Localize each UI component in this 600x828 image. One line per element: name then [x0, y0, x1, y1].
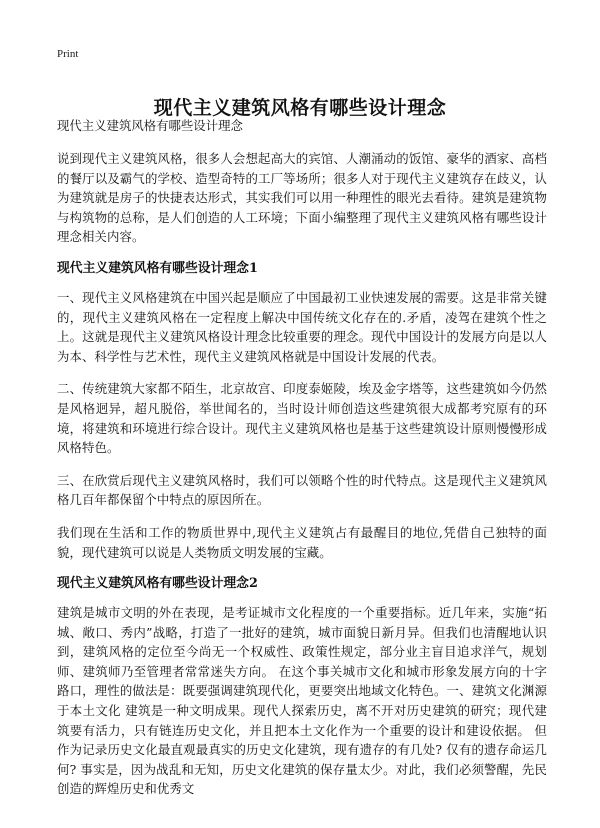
page-title: 现代主义建筑风格有哪些设计理念	[153, 96, 447, 119]
intro-paragraph: 说到现代主义建筑风格，很多人会想起高大的宾馆、人潮涌动的饭馆、豪华的酒家、高档的餐厅以及霸气的学校、造型奇特的工厂等场所；很多人对于现代主义建筑存在歧义，认为建筑就是房子的快捷表达形式，其实我们可以用一种理性的眼光去看待。建筑是建筑物与构筑物的总称，是人们创造的人工环境；下面小编整理了现代主义建筑风格有哪些设计理念相关内容。	[57, 151, 547, 245]
section-1-paragraph: 一、现代主义风格建筑在中国兴起是顺应了中国最初工业快速发展的需要。这是非常关键的，现代主义建筑风格在一定程度上解决中国传统文化存在的.矛盾，凌驾在建筑个性之上。这就是现代主义建筑风格设计理念比较重要的理念。现代中国设计的发展方向是以人为本、科学性与艺术性，现代主义建筑风格就是中国设计发展的代表。	[57, 289, 547, 364]
section-1-paragraph: 三、在欣赏后现代主义建筑风格时，我们可以领略个性的时代特点。这是现代主义建筑风格几百年都保留个中特点的原因所在。	[57, 472, 547, 508]
section-1-heading: 现代主义建筑风格有哪些设计理念1	[57, 260, 258, 276]
section-2-paragraph: 建筑是城市文明的外在表现，是考证城市文化程度的一个重要指标。近几年来，实施“拓城、敞口、秀内”战略，打造了一批好的建筑，城市面貌日新月异。但我们也清醒地认识到，建筑风格的定位至今尚无一个权威性、政策性规定，部分业主盲目追求洋气，规划师、建筑师乃至管理者常常迷失方向。 在这个事关城市文化和城市形象发展方向的十字路口，理性的做法是：既要强调建筑现代化，更要突出地域文化特色。一、建筑文化渊源于本土文化 建筑是一种文明成果。现代人探索历史，离不开对历史建筑的研究；现代建筑要有活力，只有链连历史文化，并且把本土文化作为一个重要的设计和建设依据。 但作为记录历史文化最直观最真实的历史文化建筑，现有遗存的有几处? 仅有的遗存命运几何? 事实是，因为战乱和无知，历史文化建筑的保存量太少。对此，我们必须警醒，先民创造的辉煌历史和优秀文	[57, 605, 547, 797]
section-1-paragraph: 我们现在生活和工作的物质世界中,现代主义建筑占有最醒目的地位,凭借自己独特的面貌，现代建筑可以说是人类物质文明发展的宝藏。	[57, 524, 547, 560]
section-2-heading: 现代主义建筑风格有哪些设计理念2	[57, 576, 258, 592]
article-body	[57, 117, 547, 812]
print-label[interactable]: Print	[57, 48, 79, 60]
section-1-paragraph: 二、传统建筑大家都不陌生，北京故宫、印度泰姬陵，埃及金字塔等，这些建筑如今仍然是风格迥异，超凡脱俗，举世闻名的，当时设计师创造这些建筑很大成都考究原有的环境，将建筑和环境进行综合设计。现代主义建筑风格也是基于这些建筑设计原则慢慢形成风格特色。	[57, 381, 547, 456]
article-subtitle: 现代主义建筑风格有哪些设计理念	[57, 118, 243, 133]
